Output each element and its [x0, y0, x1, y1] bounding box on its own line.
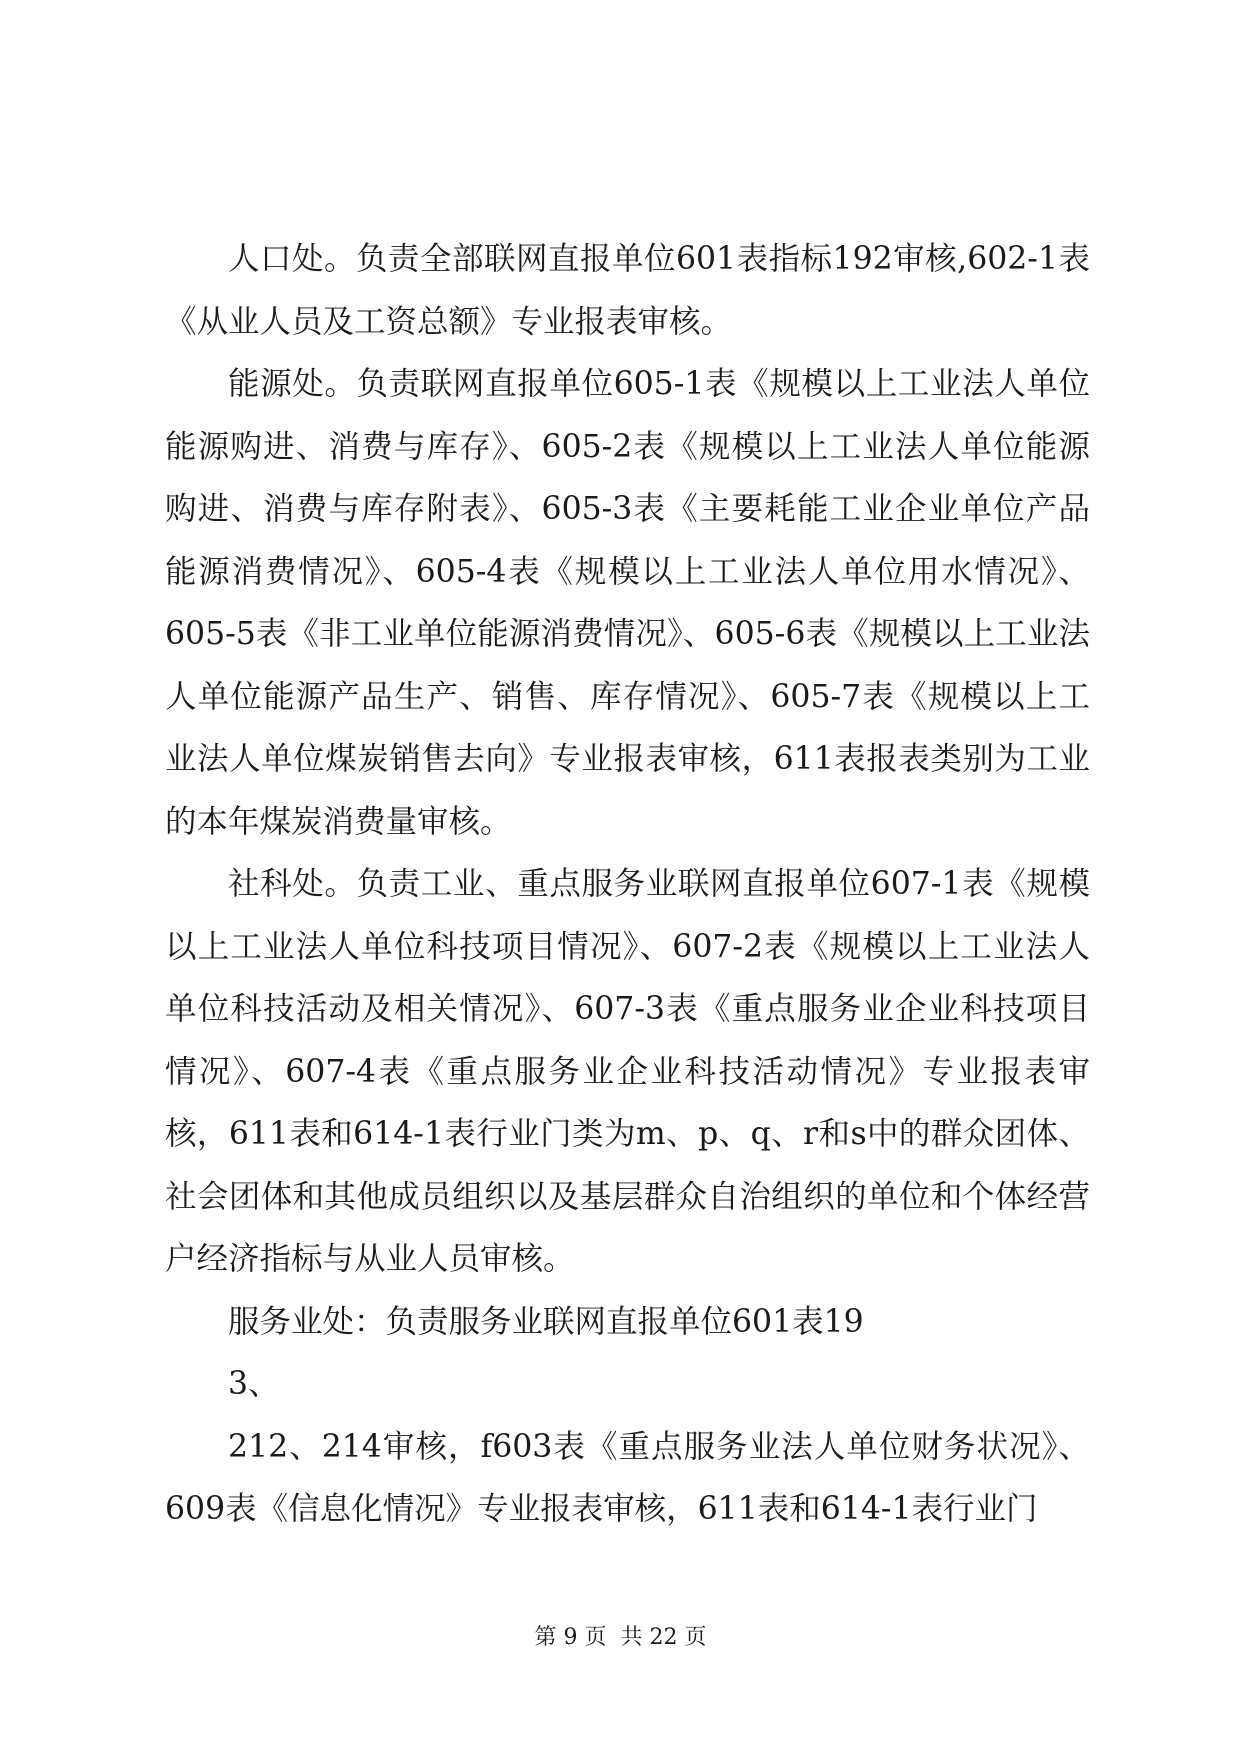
paragraph-population-office: 人口处。负责全部联网直报单位601表指标192审核,602-1表《从业人员及工资总额》专业报表审核。	[165, 241, 1090, 340]
page-number: 第 9 页 共 22 页	[534, 1625, 707, 1650]
paragraph-energy-office: 能源处。负责联网直报单位605-1表《规模以上工业法人单位能源购进、消费与库存》、605-2表《规模以上工业法人单位能源购进、消费与库存附表》、605-3表《主要耗能工业企业单位产品能源消费情况》、605-4表《规模以上工业法人单位用水情况》、605-5表《非工业单位能源消费情况》、605-6表《规模以上工业法人单位能源产品生产、销售、库存情况》、605-7表《规模以上工业法人单位煤炭销售去向》专业报表审核，611表报表类别为工业的本年煤炭消费量审核。	[165, 366, 1090, 840]
page-footer	[0, 1620, 1241, 1651]
paragraph-service-office: 服务业处：负责服务业联网直报单位601表19	[228, 1303, 864, 1340]
document-body	[165, 228, 1090, 1541]
paragraph-fragment: 3、	[228, 1366, 280, 1402]
paragraph-continuation: 212、214审核，f603表《重点服务业法人单位财务状况》、609表《信息化情况》专业报表审核，611表和614-1表行业门	[165, 1428, 1090, 1527]
paragraph-social-science-office: 社科处。负责工业、重点服务业联网直报单位607-1表《规模以上工业法人单位科技项目情况》、607-2表《规模以上工业法人单位科技活动及相关情况》、607-3表《重点服务业企业科技项目情况》、607-4表《重点服务业企业科技活动情况》专业报表审核，611表和614-1表行业门类为m、p、q、r和s中的群众团体、社会团体和其他成员组织以及基层群众自治组织的单位和个体经营户经济指标与从业人员审核。	[165, 866, 1090, 1277]
